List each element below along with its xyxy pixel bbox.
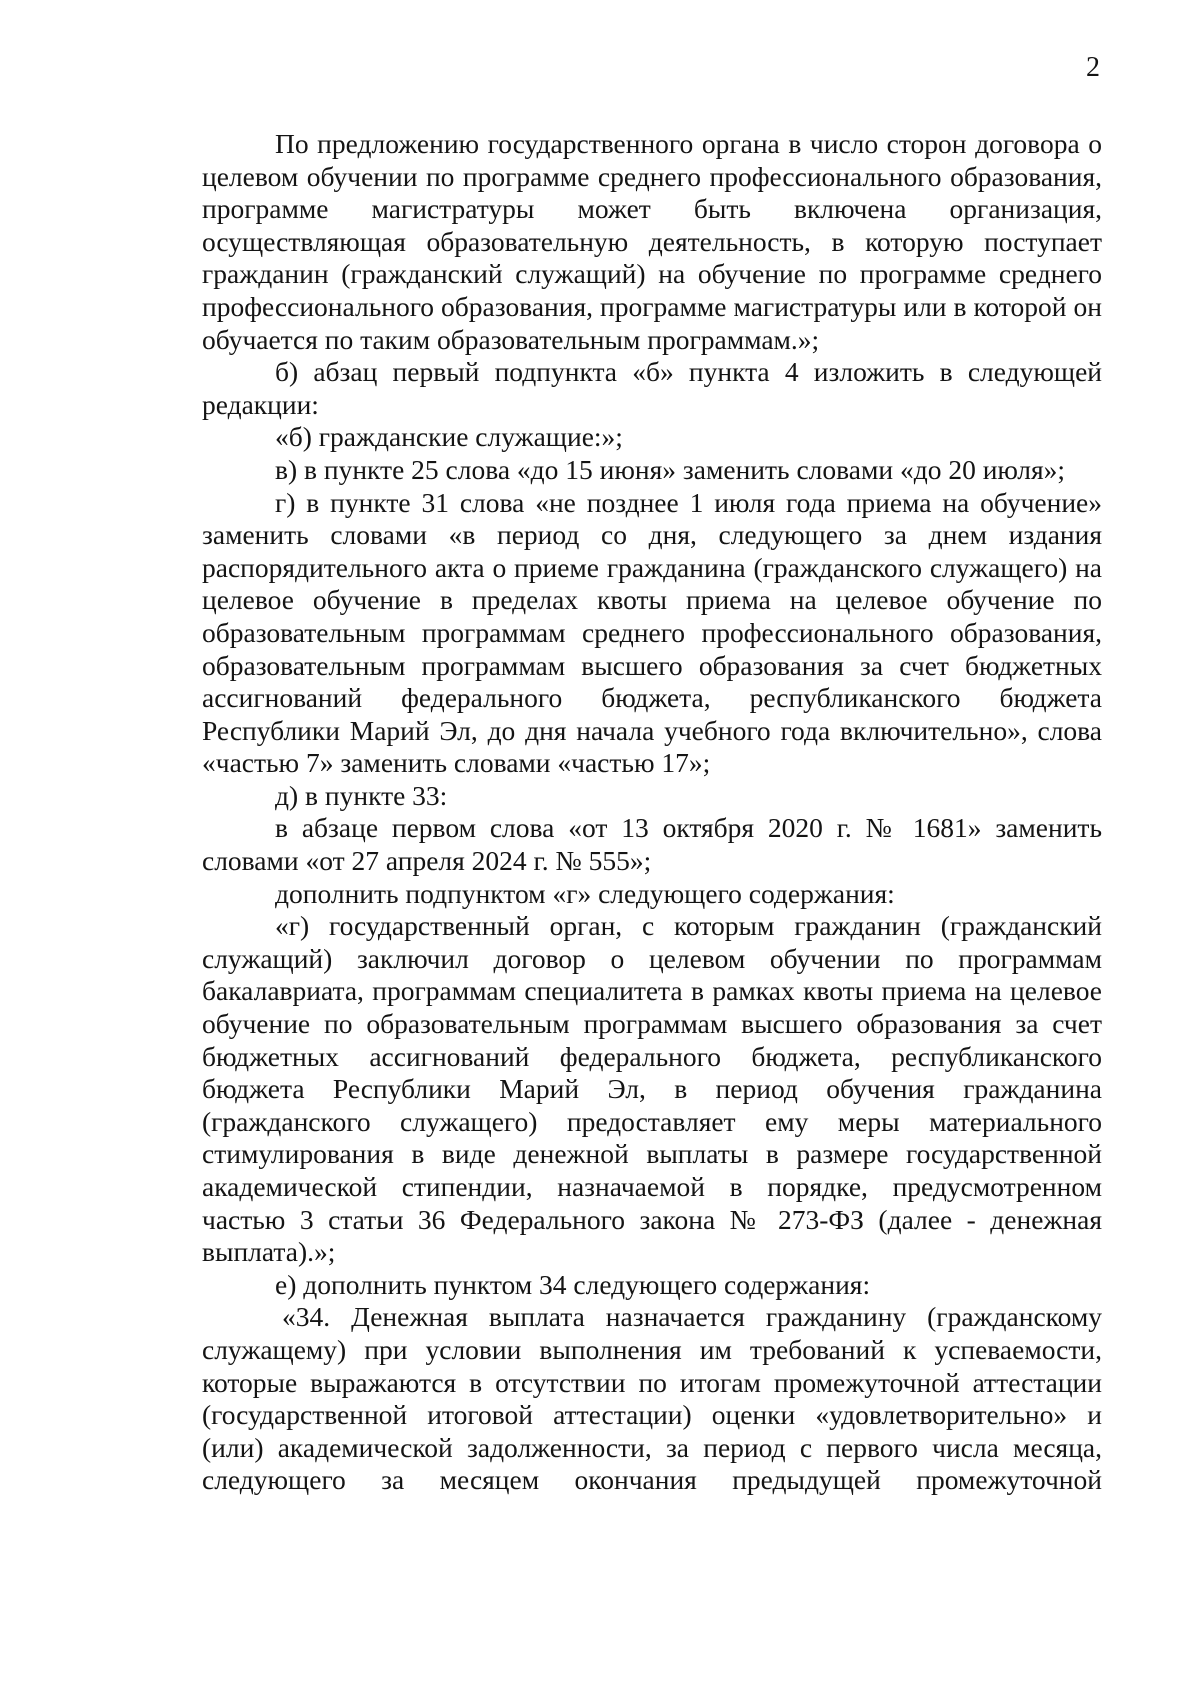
paragraph-item-d-first-abzac: в абзаце первом слова «от 13 октября 2020 г. № 1681» заменить словами «от 27 апреля 2024 г. № 555»; xyxy=(202,812,1102,877)
paragraph-item-e: е) дополнить пунктом 34 следующего содержания: xyxy=(275,1268,871,1300)
paragraph-item-b-text: «б) гражданские служащие:»; xyxy=(275,421,623,453)
paragraph-item-d-add-subitem: дополнить подпунктом «г» следующего содержания: xyxy=(275,877,895,909)
document-body xyxy=(202,128,1102,1497)
paragraph-subitem-g-text: «г) государственный орган, с которым гражданин (гражданский служащий) заключил договор о целевом обучении по программам бакалавриата, программам специалитета в рамках квоты приема на целевое обучение по образовательным программам высшего образования за счет бюджетных ассигнований федерального бюджета, республиканского бюджета Республики Марий Эл, в период обучения гражданина (гражданского служащего) предоставляет ему меры материального стимулирования в виде денежной выплаты в размере государственной академической стипендии, назначаемой в порядке, предусмотренном частью 3 статьи 36 Федерального закона № 273-ФЗ (далее - денежная выплата).»; xyxy=(202,910,1102,1268)
paragraph-item-b: б) абзац первый подпункта «б» пункта 4 изложить в следующей редакции: xyxy=(202,356,1102,420)
paragraph-item-g: г) в пункте 31 слова «не позднее 1 июля года приема на обучение» заменить словами «в период со дня, следующего за днем издания распорядительного акта о приеме гражданина (гражданского служащего) на целевое обучение в пределах квоты приема на целевое обучение по образовательным программам среднего профессионального образования, образовательным программам высшего образования за счет бюджетных ассигнований федерального бюджета, республиканского бюджета Республики Марий Эл, до дня начала учебного года включительно», слова «частью 7» заменить словами «частью 17»; xyxy=(202,486,1102,779)
paragraph-organization-inclusion: По предложению государственного органа в число сторон договора о целевом обучении по программе среднего профессионального образования, программе магистратуры может быть включена организация, осуществляющая образовательную деятельность, в которую поступает гражданин (гражданский служащий) на обучение по программе среднего профессионального образования, программе магистратуры или в которой он обучается по таким образовательным программам.»; xyxy=(202,128,1102,355)
paragraph-item-v: в) в пункте 25 слова «до 15 июня» заменить словами «до 20 июля»; xyxy=(275,453,1066,485)
paragraph-item-d: д) в пункте 33: xyxy=(275,779,448,811)
page-number: 2 xyxy=(1086,52,1100,83)
paragraph-point-34: «34. Денежная выплата назначается гражданину (гражданскому служащему) при условии выполнения им требований к успеваемости, которые выражаются в отсутствии по итогам промежуточной аттестации (государственной итоговой аттестации) оценки «удовлетворительно» и (или) академической задолженности, за период с первого числа месяца, следующего за месяцем окончания предыдущей промежуточной xyxy=(202,1301,1102,1496)
